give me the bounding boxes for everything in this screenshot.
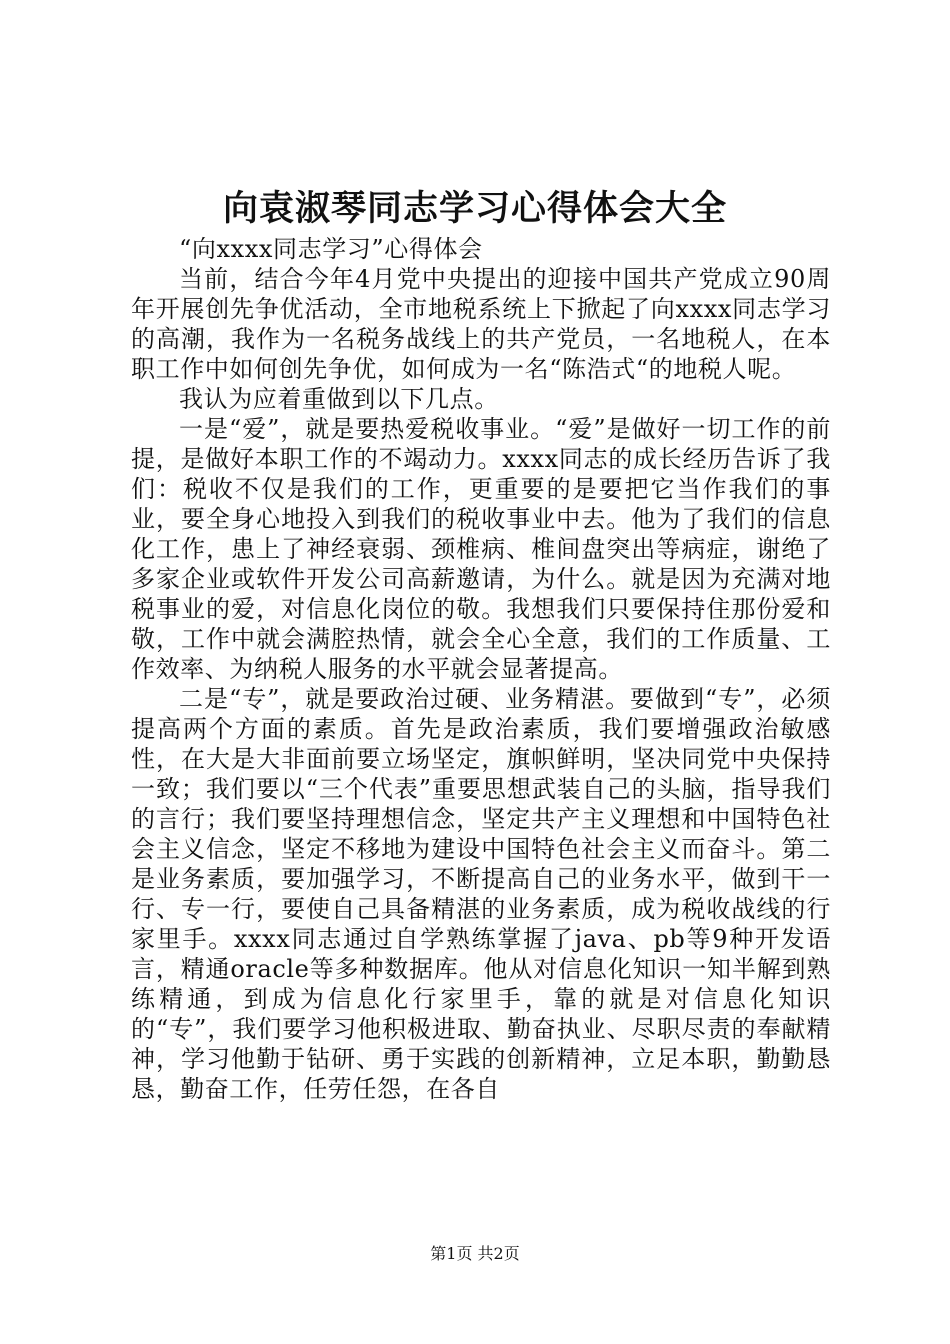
paragraph-lead: 我认为应着重做到以下几点。: [179, 385, 499, 413]
paragraph-subtitle: “向xxxx同志学习”心得体会: [179, 235, 483, 263]
paragraph-intro: 当前，结合今年4月党中央提出的迎接中国共产党成立90周年开展创先争优活动，全市地税系统上下掀起了向xxxx同志学习的高潮，我作为一名税务战线上的共产党员，一名地税人，在本职工作中如何创先争优，如何成为一名“陈浩式“的地税人呢。: [131, 265, 831, 383]
document-body: [131, 234, 831, 1104]
document-title: 向袁淑琴同志学习心得体会大全: [222, 189, 727, 229]
paragraph-point-two: 二是“专”，就是要政治过硬、业务精湛。要做到“专”，必须提高两个方面的素质。首先是政治素质，我们要增强政治敏感性，在大是大非面前要立场坚定，旗帜鲜明，坚决同党中央保持一致；我们要以“三个代表”重要思想武装自己的头脑，指导我们的言行；我们要坚持理想信念，坚定共产主义理想和中国特色社会主义信念，坚定不移地为建设中国特色社会主义而奋斗。第二是业务素质，要加强学习，不断提高自己的业务水平，做到干一行、专一行，要使自己具备精湛的业务素质，成为税收战线的行家里手。xxxx同志通过自学熟练掌握了java、pb等9种开发语言，精通oracle等多种数据库。他从对信息化知识一知半解到熟练精通，到成为信息化行家里手，靠的就是对信息化知识的“专”，我们要学习他积极进取、勤奋执业、尽职尽责的奉献精神，学习他勤于钻研、勇于实践的创新精神，立足本职，勤勤恳恳，勤奋工作，任劳任怨，在各自: [131, 685, 831, 1103]
paragraph-point-one: 一是“爱”，就是要热爱税收事业。“爱”是做好一切工作的前提，是做好本职工作的不竭动力。xxxx同志的成长经历告诉了我们：税收不仅是我们的工作，更重要的是要把它当作我们的事业，要全身心地投入到我们的税收事业中去。他为了我们的信息化工作，患上了神经衰弱、颈椎病、椎间盘突出等病症，谢绝了多家企业或软件开发公司高薪邀请，为什么。就是因为充满对地税事业的爱，对信息化岗位的敬。我想我们只要保持住那份爱和敬，工作中就会满腔热情，就会全心全意，我们的工作质量、工作效率、为纳税人服务的水平就会显著提高。: [131, 415, 831, 683]
page-number-footer: 第1页 共2页: [430, 1244, 520, 1263]
